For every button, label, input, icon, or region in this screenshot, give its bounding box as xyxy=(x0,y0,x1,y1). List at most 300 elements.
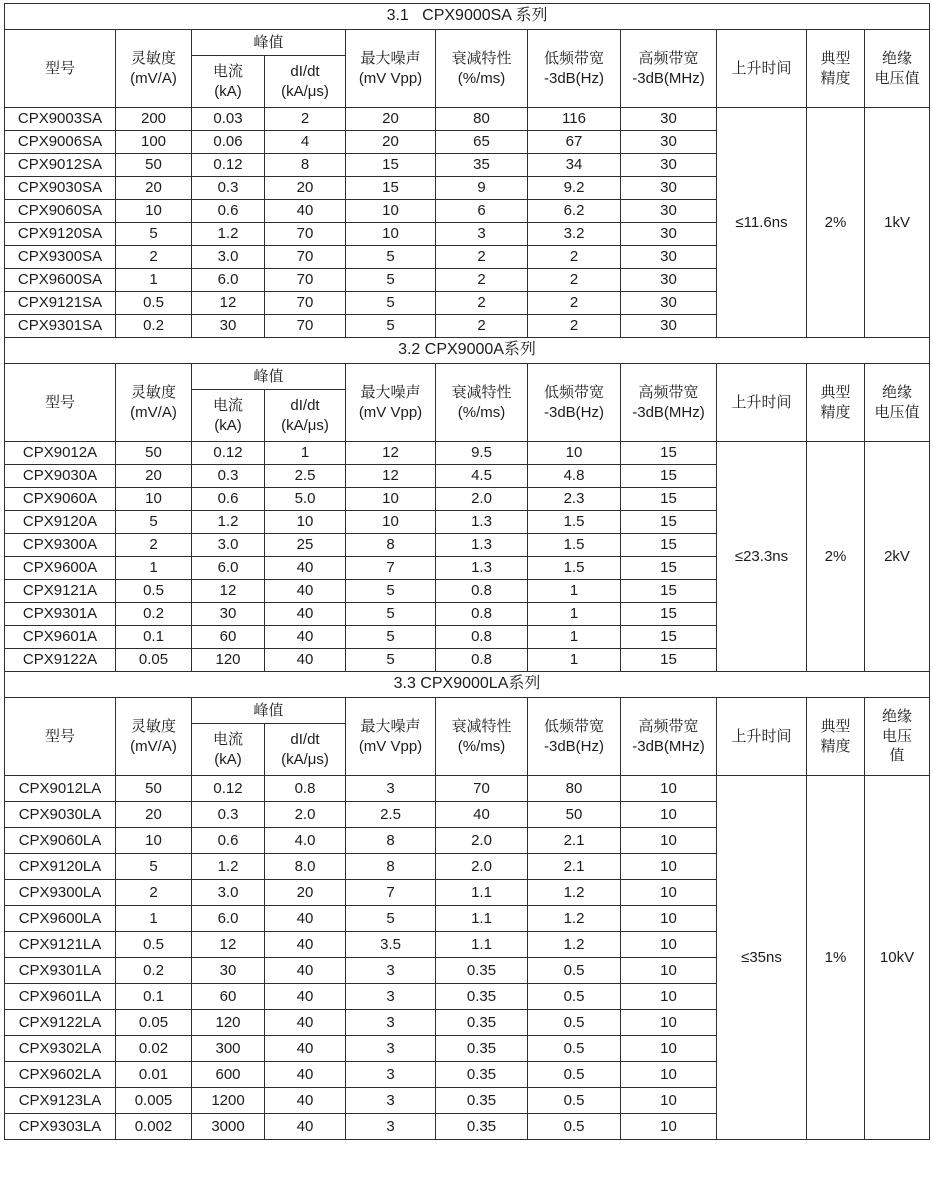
model-cell: CPX9122LA xyxy=(5,1010,116,1036)
value-cell: 30 xyxy=(621,292,717,315)
value-cell: 5.0 xyxy=(265,488,346,511)
value-cell: 100 xyxy=(116,131,192,154)
value-cell: 8 xyxy=(346,534,436,557)
value-cell: 2.0 xyxy=(436,828,528,854)
value-cell: 2.5 xyxy=(265,465,346,488)
model-cell: CPX9012LA xyxy=(5,776,116,802)
model-cell: CPX9302LA xyxy=(5,1036,116,1062)
value-cell: 1.2 xyxy=(528,880,621,906)
header-row xyxy=(5,364,930,390)
value-cell: 8.0 xyxy=(265,854,346,880)
value-cell: 20 xyxy=(265,880,346,906)
model-cell: CPX9121SA xyxy=(5,292,116,315)
section-title-row xyxy=(5,672,930,698)
value-cell: 15 xyxy=(621,465,717,488)
value-cell: 15 xyxy=(621,488,717,511)
value-cell: 1.2 xyxy=(528,932,621,958)
value-cell: 20 xyxy=(265,177,346,200)
insulation-voltage-value: 2kV xyxy=(865,442,930,672)
value-cell: 1200 xyxy=(192,1088,265,1114)
value-cell: 5 xyxy=(346,580,436,603)
value-cell: 12 xyxy=(346,465,436,488)
value-cell: 1.2 xyxy=(192,511,265,534)
value-cell: 3000 xyxy=(192,1114,265,1140)
value-cell: 30 xyxy=(192,315,265,338)
col-header-sensitivity: 灵敏度 (mV/A) xyxy=(116,30,192,108)
table-cpx9000a-series xyxy=(4,337,930,672)
model-cell: CPX9121A xyxy=(5,580,116,603)
value-cell: 5 xyxy=(346,315,436,338)
model-cell: CPX9060LA xyxy=(5,828,116,854)
value-cell: 15 xyxy=(621,649,717,672)
value-cell: 0.01 xyxy=(116,1062,192,1088)
table-row xyxy=(5,442,930,465)
value-cell: 1 xyxy=(528,603,621,626)
value-cell: 0.8 xyxy=(436,626,528,649)
value-cell: 20 xyxy=(346,131,436,154)
value-cell: 0.35 xyxy=(436,958,528,984)
value-cell: 0.5 xyxy=(528,1088,621,1114)
model-cell: CPX9060A xyxy=(5,488,116,511)
value-cell: 2 xyxy=(528,269,621,292)
col-header-droop-characteristic: 衰减特性 (%/ms) xyxy=(436,364,528,442)
model-cell: CPX9030LA xyxy=(5,802,116,828)
header-row xyxy=(5,698,930,724)
col-header-insulation-voltage: 绝缘 电压值 xyxy=(865,30,930,108)
value-cell: 1.3 xyxy=(436,534,528,557)
value-cell: 35 xyxy=(436,154,528,177)
model-cell: CPX9600SA xyxy=(5,269,116,292)
value-cell: 6 xyxy=(436,200,528,223)
value-cell: 15 xyxy=(621,603,717,626)
model-cell: CPX9121LA xyxy=(5,932,116,958)
value-cell: 65 xyxy=(436,131,528,154)
col-header-peak: 峰值 xyxy=(192,698,346,724)
value-cell: 0.35 xyxy=(436,1036,528,1062)
value-cell: 2 xyxy=(436,269,528,292)
value-cell: 10 xyxy=(621,1088,717,1114)
value-cell: 0.35 xyxy=(436,1088,528,1114)
value-cell: 10 xyxy=(621,984,717,1010)
model-cell: CPX9602LA xyxy=(5,1062,116,1088)
value-cell: 10 xyxy=(621,828,717,854)
value-cell: 9.2 xyxy=(528,177,621,200)
value-cell: 0.06 xyxy=(192,131,265,154)
col-header-sensitivity: 灵敏度 (mV/A) xyxy=(116,364,192,442)
value-cell: 10 xyxy=(346,511,436,534)
value-cell: 0.8 xyxy=(265,776,346,802)
value-cell: 25 xyxy=(265,534,346,557)
model-cell: CPX9006SA xyxy=(5,131,116,154)
value-cell: 10 xyxy=(116,828,192,854)
value-cell: 1 xyxy=(116,557,192,580)
value-cell: 40 xyxy=(265,557,346,580)
value-cell: 40 xyxy=(265,200,346,223)
value-cell: 10 xyxy=(621,1114,717,1140)
value-cell: 0.5 xyxy=(528,1062,621,1088)
value-cell: 40 xyxy=(265,1114,346,1140)
value-cell: 2 xyxy=(116,880,192,906)
value-cell: 0.5 xyxy=(528,1036,621,1062)
model-cell: CPX9303LA xyxy=(5,1114,116,1140)
typical-accuracy-value: 1% xyxy=(807,776,865,1140)
value-cell: 120 xyxy=(192,1010,265,1036)
section-title-row xyxy=(5,4,930,30)
value-cell: 2 xyxy=(528,292,621,315)
value-cell: 34 xyxy=(528,154,621,177)
value-cell: 0.1 xyxy=(116,626,192,649)
value-cell: 0.35 xyxy=(436,1114,528,1140)
value-cell: 4.0 xyxy=(265,828,346,854)
col-header-droop-characteristic: 衰减特性 (%/ms) xyxy=(436,30,528,108)
value-cell: 15 xyxy=(621,534,717,557)
col-header-peak-didt: dI/dt (kA/μs) xyxy=(265,56,346,108)
value-cell: 80 xyxy=(436,108,528,131)
value-cell: 3 xyxy=(346,1036,436,1062)
col-header-peak-current: 电流 (kA) xyxy=(192,724,265,776)
section-title: 3.1 CPX9000SA 系列 xyxy=(5,4,930,30)
value-cell: 0.05 xyxy=(116,1010,192,1036)
value-cell: 10 xyxy=(528,442,621,465)
value-cell: 6.0 xyxy=(192,269,265,292)
col-header-low-freq-bandwidth: 低频带宽 -3dB(Hz) xyxy=(528,30,621,108)
value-cell: 5 xyxy=(346,626,436,649)
col-header-max-noise: 最大噪声 (mV Vpp) xyxy=(346,30,436,108)
value-cell: 8 xyxy=(346,828,436,854)
value-cell: 0.6 xyxy=(192,488,265,511)
model-cell: CPX9600LA xyxy=(5,906,116,932)
table-cpx9000sa-series xyxy=(4,3,930,338)
value-cell: 40 xyxy=(265,958,346,984)
model-cell: CPX9300LA xyxy=(5,880,116,906)
value-cell: 2 xyxy=(436,292,528,315)
value-cell: 5 xyxy=(346,649,436,672)
value-cell: 2 xyxy=(528,315,621,338)
table-cpx9000la-series xyxy=(4,671,930,1140)
value-cell: 1.1 xyxy=(436,880,528,906)
typical-accuracy-value: 2% xyxy=(807,442,865,672)
col-header-typical-accuracy: 典型 精度 xyxy=(807,698,865,776)
value-cell: 1 xyxy=(116,906,192,932)
value-cell: 0.5 xyxy=(528,984,621,1010)
model-cell: CPX9012A xyxy=(5,442,116,465)
value-cell: 10 xyxy=(346,223,436,246)
value-cell: 5 xyxy=(346,246,436,269)
value-cell: 3.2 xyxy=(528,223,621,246)
value-cell: 0.5 xyxy=(116,932,192,958)
value-cell: 15 xyxy=(621,626,717,649)
model-cell: CPX9030A xyxy=(5,465,116,488)
value-cell: 15 xyxy=(621,557,717,580)
col-header-high-freq-bandwidth: 高频带宽 -3dB(MHz) xyxy=(621,364,717,442)
model-cell: CPX9300SA xyxy=(5,246,116,269)
value-cell: 3.0 xyxy=(192,880,265,906)
value-cell: 70 xyxy=(265,292,346,315)
col-header-sensitivity: 灵敏度 (mV/A) xyxy=(116,698,192,776)
value-cell: 10 xyxy=(621,958,717,984)
model-cell: CPX9120LA xyxy=(5,854,116,880)
value-cell: 8 xyxy=(265,154,346,177)
value-cell: 2 xyxy=(528,246,621,269)
value-cell: 0.5 xyxy=(528,1010,621,1036)
value-cell: 0.12 xyxy=(192,776,265,802)
insulation-voltage-value: 10kV xyxy=(865,776,930,1140)
value-cell: 1.3 xyxy=(436,557,528,580)
value-cell: 9.5 xyxy=(436,442,528,465)
value-cell: 30 xyxy=(621,200,717,223)
value-cell: 70 xyxy=(265,223,346,246)
value-cell: 1.5 xyxy=(528,557,621,580)
value-cell: 0.3 xyxy=(192,465,265,488)
col-header-rise-time: 上升时间 xyxy=(717,698,807,776)
value-cell: 20 xyxy=(116,177,192,200)
value-cell: 10 xyxy=(621,802,717,828)
value-cell: 1.1 xyxy=(436,932,528,958)
value-cell: 4 xyxy=(265,131,346,154)
value-cell: 10 xyxy=(621,932,717,958)
value-cell: 5 xyxy=(346,292,436,315)
value-cell: 50 xyxy=(116,154,192,177)
value-cell: 1.5 xyxy=(528,511,621,534)
value-cell: 12 xyxy=(192,580,265,603)
value-cell: 300 xyxy=(192,1036,265,1062)
col-header-peak-current: 电流 (kA) xyxy=(192,390,265,442)
model-cell: CPX9601A xyxy=(5,626,116,649)
value-cell: 40 xyxy=(265,1088,346,1114)
value-cell: 2 xyxy=(265,108,346,131)
col-header-peak-didt: dI/dt (kA/μs) xyxy=(265,390,346,442)
table-row xyxy=(5,776,930,802)
value-cell: 2.0 xyxy=(265,802,346,828)
col-header-droop-characteristic: 衰减特性 (%/ms) xyxy=(436,698,528,776)
value-cell: 5 xyxy=(116,511,192,534)
value-cell: 0.8 xyxy=(436,580,528,603)
value-cell: 12 xyxy=(192,292,265,315)
value-cell: 40 xyxy=(265,603,346,626)
value-cell: 1.3 xyxy=(436,511,528,534)
col-header-high-freq-bandwidth: 高频带宽 -3dB(MHz) xyxy=(621,30,717,108)
value-cell: 1.2 xyxy=(192,854,265,880)
value-cell: 600 xyxy=(192,1062,265,1088)
value-cell: 0.2 xyxy=(116,315,192,338)
section-title: 3.2 CPX9000A系列 xyxy=(5,338,930,364)
value-cell: 1 xyxy=(265,442,346,465)
col-header-peak-didt: dI/dt (kA/μs) xyxy=(265,724,346,776)
value-cell: 2.3 xyxy=(528,488,621,511)
model-cell: CPX9123LA xyxy=(5,1088,116,1114)
value-cell: 0.35 xyxy=(436,1062,528,1088)
value-cell: 70 xyxy=(265,269,346,292)
value-cell: 1 xyxy=(528,626,621,649)
value-cell: 30 xyxy=(621,246,717,269)
value-cell: 40 xyxy=(265,1036,346,1062)
col-header-insulation-voltage: 绝缘 电压 值 xyxy=(865,698,930,776)
value-cell: 10 xyxy=(265,511,346,534)
value-cell: 40 xyxy=(265,580,346,603)
value-cell: 4.5 xyxy=(436,465,528,488)
col-header-model: 型号 xyxy=(5,698,116,776)
value-cell: 30 xyxy=(621,223,717,246)
value-cell: 2.0 xyxy=(436,854,528,880)
value-cell: 10 xyxy=(116,488,192,511)
value-cell: 70 xyxy=(265,315,346,338)
col-header-insulation-voltage: 绝缘 电压值 xyxy=(865,364,930,442)
value-cell: 3 xyxy=(346,776,436,802)
value-cell: 0.002 xyxy=(116,1114,192,1140)
model-cell: CPX9301SA xyxy=(5,315,116,338)
value-cell: 10 xyxy=(621,1036,717,1062)
value-cell: 0.35 xyxy=(436,984,528,1010)
value-cell: 10 xyxy=(346,488,436,511)
value-cell: 50 xyxy=(116,776,192,802)
model-cell: CPX9120A xyxy=(5,511,116,534)
col-header-low-freq-bandwidth: 低频带宽 -3dB(Hz) xyxy=(528,698,621,776)
value-cell: 70 xyxy=(265,246,346,269)
value-cell: 0.6 xyxy=(192,200,265,223)
value-cell: 0.05 xyxy=(116,649,192,672)
value-cell: 1 xyxy=(528,649,621,672)
value-cell: 0.1 xyxy=(116,984,192,1010)
value-cell: 70 xyxy=(436,776,528,802)
value-cell: 10 xyxy=(346,200,436,223)
value-cell: 40 xyxy=(265,906,346,932)
value-cell: 2.1 xyxy=(528,854,621,880)
model-cell: CPX9301LA xyxy=(5,958,116,984)
value-cell: 30 xyxy=(621,269,717,292)
value-cell: 0.02 xyxy=(116,1036,192,1062)
value-cell: 2 xyxy=(436,315,528,338)
col-header-peak: 峰值 xyxy=(192,364,346,390)
value-cell: 0.8 xyxy=(436,603,528,626)
value-cell: 6.0 xyxy=(192,906,265,932)
value-cell: 40 xyxy=(265,932,346,958)
value-cell: 200 xyxy=(116,108,192,131)
value-cell: 1.2 xyxy=(192,223,265,246)
value-cell: 3 xyxy=(436,223,528,246)
value-cell: 15 xyxy=(621,511,717,534)
value-cell: 40 xyxy=(265,626,346,649)
col-header-model: 型号 xyxy=(5,364,116,442)
value-cell: 0.2 xyxy=(116,958,192,984)
value-cell: 10 xyxy=(621,776,717,802)
value-cell: 4.8 xyxy=(528,465,621,488)
col-header-peak: 峰值 xyxy=(192,30,346,56)
value-cell: 10 xyxy=(621,1010,717,1036)
value-cell: 30 xyxy=(621,131,717,154)
value-cell: 40 xyxy=(265,649,346,672)
value-cell: 3.0 xyxy=(192,246,265,269)
value-cell: 120 xyxy=(192,649,265,672)
value-cell: 0.12 xyxy=(192,442,265,465)
value-cell: 0.5 xyxy=(116,292,192,315)
value-cell: 15 xyxy=(621,442,717,465)
value-cell: 40 xyxy=(265,1010,346,1036)
value-cell: 0.35 xyxy=(436,1010,528,1036)
col-header-model: 型号 xyxy=(5,30,116,108)
model-cell: CPX9301A xyxy=(5,603,116,626)
value-cell: 40 xyxy=(265,984,346,1010)
value-cell: 12 xyxy=(192,932,265,958)
value-cell: 2 xyxy=(436,246,528,269)
header-row xyxy=(5,30,930,56)
rise-time-value: ≤11.6ns xyxy=(717,108,807,338)
value-cell: 5 xyxy=(346,269,436,292)
value-cell: 50 xyxy=(116,442,192,465)
value-cell: 67 xyxy=(528,131,621,154)
value-cell: 5 xyxy=(116,223,192,246)
model-cell: CPX9300A xyxy=(5,534,116,557)
value-cell: 5 xyxy=(116,854,192,880)
value-cell: 1 xyxy=(528,580,621,603)
value-cell: 0.3 xyxy=(192,177,265,200)
col-header-peak-current: 电流 (kA) xyxy=(192,56,265,108)
typical-accuracy-value: 2% xyxy=(807,108,865,338)
value-cell: 50 xyxy=(528,802,621,828)
value-cell: 3 xyxy=(346,1114,436,1140)
value-cell: 1.1 xyxy=(436,906,528,932)
value-cell: 15 xyxy=(346,177,436,200)
value-cell: 3 xyxy=(346,958,436,984)
model-cell: CPX9030SA xyxy=(5,177,116,200)
value-cell: 30 xyxy=(621,154,717,177)
model-cell: CPX9003SA xyxy=(5,108,116,131)
value-cell: 0.2 xyxy=(116,603,192,626)
value-cell: 5 xyxy=(346,906,436,932)
col-header-high-freq-bandwidth: 高频带宽 -3dB(MHz) xyxy=(621,698,717,776)
value-cell: 9 xyxy=(436,177,528,200)
value-cell: 10 xyxy=(621,880,717,906)
value-cell: 2.5 xyxy=(346,802,436,828)
col-header-max-noise: 最大噪声 (mV Vpp) xyxy=(346,364,436,442)
model-cell: CPX9600A xyxy=(5,557,116,580)
value-cell: 0.6 xyxy=(192,828,265,854)
rise-time-value: ≤23.3ns xyxy=(717,442,807,672)
value-cell: 0.5 xyxy=(116,580,192,603)
value-cell: 8 xyxy=(346,854,436,880)
value-cell: 2.0 xyxy=(436,488,528,511)
value-cell: 15 xyxy=(346,154,436,177)
col-header-typical-accuracy: 典型 精度 xyxy=(807,30,865,108)
value-cell: 30 xyxy=(192,958,265,984)
rise-time-value: ≤35ns xyxy=(717,776,807,1140)
value-cell: 20 xyxy=(116,465,192,488)
value-cell: 0.03 xyxy=(192,108,265,131)
value-cell: 6.0 xyxy=(192,557,265,580)
value-cell: 10 xyxy=(621,906,717,932)
model-cell: CPX9120SA xyxy=(5,223,116,246)
col-header-rise-time: 上升时间 xyxy=(717,364,807,442)
value-cell: 40 xyxy=(436,802,528,828)
value-cell: 1 xyxy=(116,269,192,292)
section-title: 3.3 CPX9000LA系列 xyxy=(5,672,930,698)
value-cell: 10 xyxy=(621,854,717,880)
value-cell: 6.2 xyxy=(528,200,621,223)
value-cell: 0.12 xyxy=(192,154,265,177)
value-cell: 1.5 xyxy=(528,534,621,557)
value-cell: 80 xyxy=(528,776,621,802)
value-cell: 0.005 xyxy=(116,1088,192,1114)
value-cell: 7 xyxy=(346,880,436,906)
model-cell: CPX9060SA xyxy=(5,200,116,223)
value-cell: 5 xyxy=(346,603,436,626)
insulation-voltage-value: 1kV xyxy=(865,108,930,338)
value-cell: 2 xyxy=(116,534,192,557)
value-cell: 20 xyxy=(346,108,436,131)
value-cell: 7 xyxy=(346,557,436,580)
value-cell: 3 xyxy=(346,1088,436,1114)
col-header-low-freq-bandwidth: 低频带宽 -3dB(Hz) xyxy=(528,364,621,442)
value-cell: 1.2 xyxy=(528,906,621,932)
